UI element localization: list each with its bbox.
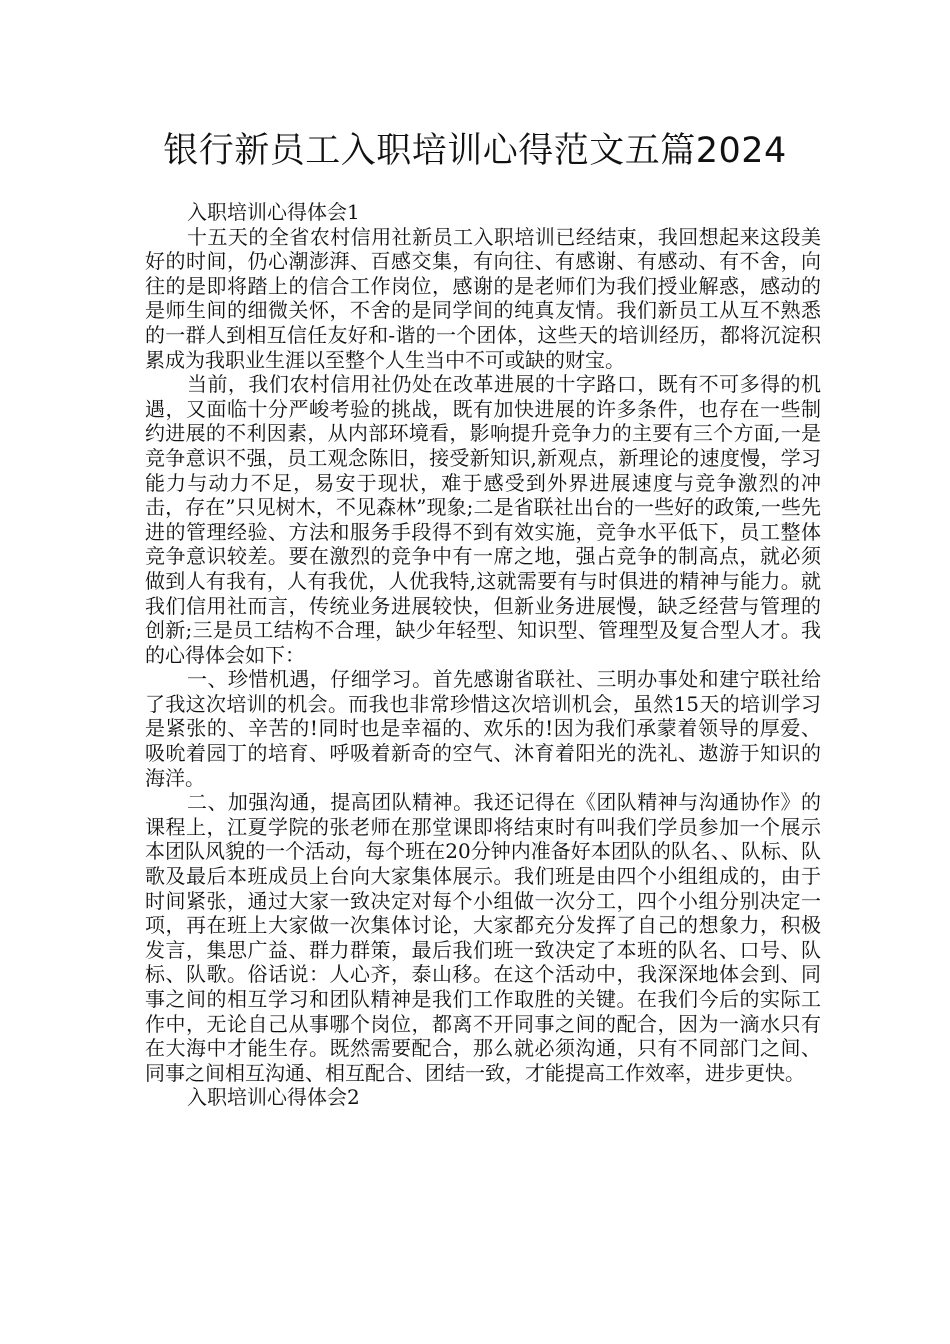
paragraph: 当前，我们农村信用社仍处在改革进展的十字路口，既有不可多得的机遇，又面临十分严峻考验的挑战，既有加快进展的许多条件，也存在一些制约进展的不利因素，从内部环境看，影响提升竞争力的主要有三个方面,一是竞争意识不强，员工观念陈旧，接受新知识,新观点，新理论的速度慢，学习能力与动力不足，易安于现状，难于感受到外界进展速度与竞争激烈的冲击，存在”只见树木，不见森林”现象;二是省联社出台的一些好的政策,一些先进的管理经验、方法和服务手段得不到有效实施，竞争水平低下，员工整体竞争意识较差。要在激烈的竞争中有一席之地，强占竞争的制高点，就必须做到人有我有，人有我优，人优我特,这就需要有与时俱进的精神与能力。就我们信用社而言，传统业务进展较快，但新业务进展慢，缺乏经营与管理的创新;三是员工结构不合理，缺少年轻型、知识型、管理型及复合型人才。我的心得体会如下： [145, 372, 821, 667]
paragraph: 二、加强沟通，提高团队精神。我还记得在《团队精神与沟通协作》的课程上，江夏学院的张老师在那堂课即将结束时有叫我们学员参加一个展示本团队风貌的一个活动，每个班在20分钟内准备好本团队的队名、、队标、队歌及最后本班成员上台向大家集体展示。我们班是由四个小组组成的，由于时间紧张，通过大家一致决定对每个小组做一次分工，四个小组分别决定一项，再在班上大家做一次集体讨论，大家都充分发挥了自己的想象力，积极发言，集思广益、群力群策，最后我们班一致决定了本班的队名、口号、队标、队歌。俗话说：人心齐，泰山移。在这个活动中，我深深地体会到、同事之间的相互学习和团队精神是我们工作取胜的关键。在我们今后的实际工作中，无论自己从事哪个岗位，都离不开同事之间的配合，因为一滴水只有在大海中才能生存。既然需要配合，那么就必须沟通，只有不同部门之间、同事之间相互沟通、相互配合、团结一致，才能提高工作效率，进步更快。 [145, 790, 821, 1085]
section-heading-1: 入职培训心得体会1 [187, 200, 360, 224]
document-title: 银行新员工入职培训心得范文五篇2024 [163, 131, 787, 171]
paragraph: 一、珍惜机遇，仔细学习。首先感谢省联社、三明办事处和建宁联社给了我这次培训的机会。而我也非常珍惜这次培训机会，虽然15天的培训学习是紧张的、辛苦的!同时也是幸福的、欢乐的!因为我们承蒙着领导的厚爱、吸吮着园丁的培育、呼吸着新奇的空气、沐育着阳光的洗礼、遨游于知识的海洋。 [145, 667, 821, 790]
document-body [145, 200, 821, 1110]
paragraph: 十五天的全省农村信用社新员工入职培训已经结束，我回想起来这段美好的时间，仍心潮澎湃、百感交集，有向往、有感谢、有感动、有不舍，向往的是即将踏上的信合工作岗位，感谢的是老师们为我们授业解惑，感动的是师生间的细微关怀，不舍的是同学间的纯真友情。我们新员工从互不熟悉的一群人到相互信任友好和-谐的一个团体，这些天的培训经历，都将沉淀积累成为我职业生涯以至整个人生当中不可或缺的财宝。 [145, 224, 821, 372]
section-heading-2: 入职培训心得体会2 [187, 1085, 360, 1110]
